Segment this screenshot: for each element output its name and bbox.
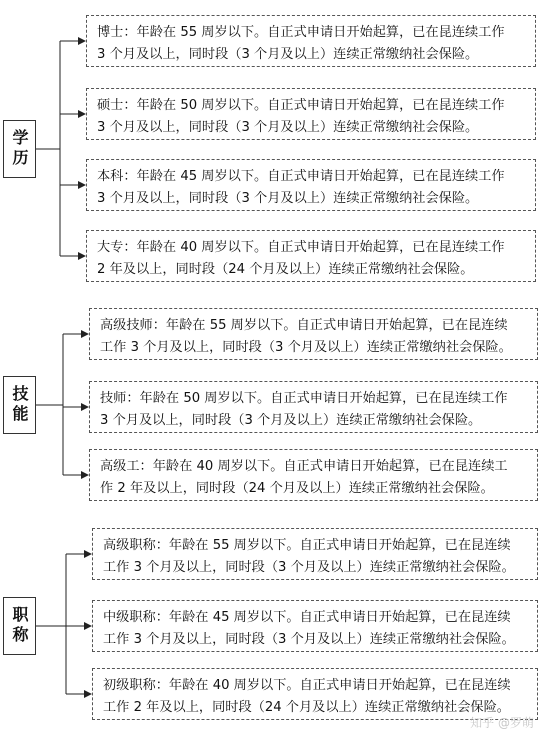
criteria-box-bachelor: 本科：年龄在 45 周岁以下。自正式申请日开始起算，已在昆连续工作 3 个月及以上，同时段（3 个月及以上）连续正常缴纳社会保险。 — [86, 159, 536, 211]
criteria-box-senior-technician: 高级技师：年龄在 55 周岁以下。自正式申请日开始起算，已在昆连续 工作 3 个月及以上，同时段（3 个月及以上）连续正常缴纳社会保险。 — [89, 308, 538, 360]
criteria-box-junior-college: 大专：年龄在 40 周岁以下。自正式申请日开始起算，已在昆连续工作 2 年及以上，同时段（24 个月及以上）连续正常缴纳社会保险。 — [86, 230, 536, 282]
criteria-box-junior-title: 初级职称：年龄在 40 周岁以下。自正式申请日开始起算，已在昆连续 工作 2 年及以上，同时段（24 个月及以上）连续正常缴纳社会保险。 — [92, 668, 538, 720]
category-label: 学历 — [10, 129, 29, 169]
criteria-box-senior-title: 高级职称：年龄在 55 周岁以下。自正式申请日开始起算，已在昆连续 工作 3 个月及以上，同时段（3 个月及以上）连续正常缴纳社会保险。 — [92, 528, 538, 580]
category-label: 技能 — [10, 385, 29, 425]
criteria-box-technician: 技师：年龄在 50 周岁以下。自正式申请日开始起算，已在昆连续工作 3 个月及以上，同时段（3 个月及以上）连续正常缴纳社会保险。 — [89, 381, 538, 433]
category-label: 职称 — [10, 606, 29, 646]
criteria-box-master: 硕士：年龄在 50 周岁以下。自正式申请日开始起算，已在昆连续工作 3 个月及以上，同时段（3 个月及以上）连续正常缴纳社会保险。 — [86, 88, 536, 140]
criteria-box-intermediate-title: 中级职称：年龄在 45 周岁以下。自正式申请日开始起算，已在昆连续 工作 3 个月及以上，同时段（3 个月及以上）连续正常缴纳社会保险。 — [92, 600, 538, 652]
criteria-box-doctorate: 博士：年龄在 55 周岁以下。自正式申请日开始起算，已在昆连续工作 3 个月及以上，同时段（3 个月及以上）连续正常缴纳社会保险。 — [86, 15, 536, 67]
watermark: 知乎 @罗萌 — [470, 716, 534, 730]
category-skill — [3, 376, 36, 434]
category-title — [3, 597, 36, 655]
criteria-box-senior-worker: 高级工：年龄在 40 周岁以下。自正式申请日开始起算，已在昆连续工 作 2 年及以上，同时段（24 个月及以上）连续正常缴纳社会保险。 — [89, 449, 538, 501]
category-education — [3, 120, 36, 178]
